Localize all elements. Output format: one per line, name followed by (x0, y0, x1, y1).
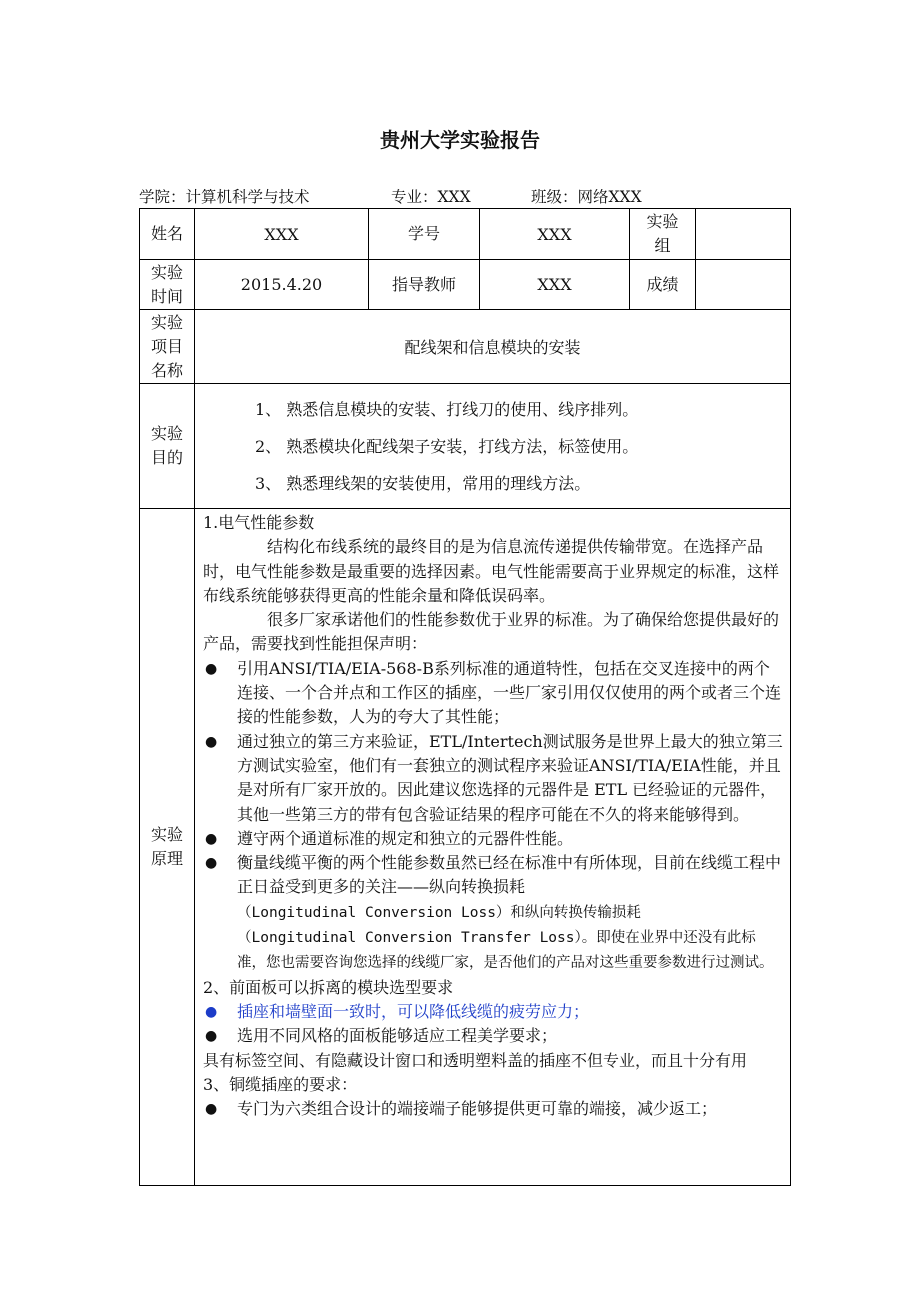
purpose-list (195, 384, 791, 509)
bullet-dot-icon: ● (205, 830, 218, 847)
principle-label-line: 原理 (150, 849, 183, 868)
project-label (140, 310, 195, 384)
time-label (140, 260, 195, 310)
bullet-item (203, 827, 784, 851)
section-heading: 3、铜缆插座的要求： (203, 1074, 358, 1094)
section-heading: 1.电气性能参数 (203, 513, 315, 532)
name-label: 姓名 (140, 209, 195, 260)
group-label-text: 实验组 (646, 212, 679, 255)
group-label (630, 209, 696, 260)
bullet-item (203, 1097, 784, 1121)
bullet-dot-icon: ● (205, 1101, 218, 1118)
time-value: 2015.4.20 (195, 260, 369, 310)
bullet-item (203, 851, 784, 975)
score-label: 成绩 (630, 260, 696, 310)
purpose-item: 1、 熟悉信息模块的安装、打线刀的使用、线序排列。 (255, 399, 639, 419)
bullet-item-highlighted (203, 1000, 784, 1024)
bullet-text: 引用ANSI/TIA/EIA-568-B系列标准的通道特性，包括在交叉连接中的两个连接、一个合并点和工作区的插座，一些厂家引用仅仅使用的两个或者三个连接的性能参数，人为的夸大了其性能； (237, 658, 782, 727)
project-label-text: 实验项目名称 (150, 312, 183, 380)
paragraph: 很多厂家承诺他们的性能参数优于业界的标准。为了确保给您提供最好的产品，需要找到性能担保声明： (203, 610, 780, 654)
bullet-dot-icon: ● (205, 1028, 218, 1045)
section-heading: 2、前面板可以拆离的模块选型要求 (203, 977, 454, 997)
class-field: 班级：网络XXX (531, 188, 642, 206)
bullet-text: 衡量线缆平衡的两个性能参数虽然已经在标准中有所体现，目前在线缆工程中正日益受到更多的关注——纵向转换损耗 (237, 853, 782, 897)
bullet-item (203, 657, 784, 730)
purpose-label-text: 实验目的 (150, 424, 183, 467)
name-value: XXX (195, 209, 369, 260)
bullet-text: （Longitudinal Conversion Transfer Loss）。即使在业界中还没有此标准，您也需要咨询您选择的线缆厂家，是否他们的产品对这些重要参数进行过测试。 (237, 930, 774, 972)
report-title: 贵州大学实验报告 (380, 128, 540, 152)
bullet-dot-icon: ● (205, 660, 218, 677)
bullet-text: （Longitudinal Conversion Loss）和纵向转换传输损耗 (237, 904, 641, 921)
principle-label (140, 509, 195, 1186)
major-field: 专业：XXX (391, 188, 471, 206)
principle-label-line: 实验 (150, 825, 183, 844)
principle-content (195, 509, 791, 1186)
purpose-label (140, 384, 195, 509)
bullet-text: 专门为六类组合设计的端接端子能够提供更可靠的端接，减少返工； (237, 1099, 718, 1119)
bullet-item (203, 1024, 784, 1048)
teacher-label: 指导教师 (369, 260, 480, 310)
bullet-dot-icon: ● (205, 1003, 218, 1020)
bullet-text: 插座和墙壁面一致时，可以降低线缆的疲劳应力； (237, 1001, 590, 1021)
bullet-text: 选用不同风格的面板能够适应工程美学要求； (237, 1026, 558, 1046)
group-value (696, 209, 791, 260)
header-info (139, 186, 799, 208)
student-id-value: XXX (480, 209, 630, 260)
bullet-text: 遵守两个通道标准的规定和独立的元器件性能。 (237, 828, 574, 848)
time-label-text: 实验时间 (150, 262, 183, 306)
paragraph: 结构化布线系统的最终目的是为信息流传递提供传输带宽。在选择产品时，电气性能参数是最重要的选择因素。电气性能需要高于业界规定的标准，这样布线系统能够获得更高的性能余量和降低误码率。 (203, 537, 780, 605)
purpose-item: 3、 熟悉理线架的安装使用，常用的理线方法。 (255, 473, 591, 493)
bullet-dot-icon: ● (205, 855, 218, 872)
bullet-dot-icon: ● (205, 733, 218, 750)
report-table (139, 208, 791, 1186)
paragraph: 具有标签空间、有隐藏设计窗口和透明塑料盖的插座不但专业，而且十分有用 (203, 1050, 748, 1070)
bullet-text: 通过独立的第三方来验证，ETL/Intertech测试服务是世界上最大的独立第三方测试实验室，他们有一套独立的测试程序来验证ANSI/TIA/EIA性能，并且是对所有厂家开放的。因此建议您选择的元器件是 ETL 已经验证的元器件，其他一些第三方的带有包含验证结果的程序可能在不久的将来能够得到。 (237, 731, 783, 824)
teacher-value: XXX (480, 260, 630, 310)
score-value (696, 260, 791, 310)
bullet-item (203, 730, 784, 827)
purpose-item: 2、 熟悉模块化配线架子安装，打线方法，标签使用。 (255, 436, 639, 456)
student-id-label: 学号 (369, 209, 480, 260)
project-value: 配线架和信息模块的安装 (195, 310, 791, 384)
college-field: 学院：计算机科学与技术 (139, 188, 310, 206)
